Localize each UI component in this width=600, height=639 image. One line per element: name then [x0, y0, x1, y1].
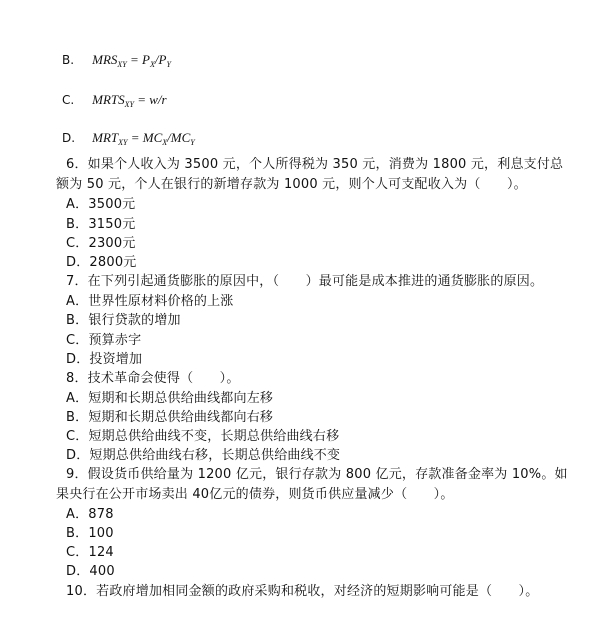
formula-expression: $MRT_{XY} = MC_X/MC_Y$ — [92, 130, 195, 147]
option-letter: D. — [62, 131, 76, 145]
question-8-option-a: A．短期和长期总供给曲线都向左移 — [66, 391, 274, 406]
question-6-option-d: D．2800元 — [66, 255, 137, 270]
question-6-option-b: B．3150元 — [66, 217, 136, 232]
question-9-option-d: D．400 — [66, 564, 115, 579]
option-b-formula — [62, 48, 171, 72]
question-7-option-b: B．银行贷款的增加 — [66, 313, 181, 328]
formula-expression: $MRTS_{XY} = w/r$ — [92, 92, 167, 109]
question-8-option-d: D．短期总供给曲线右移，长期总供给曲线不变 — [66, 448, 341, 463]
question-8-option-b: B．短期和长期总供给曲线都向右移 — [66, 410, 274, 425]
question-7-option-c: C．预算赤字 — [66, 333, 142, 348]
question-8-option-c: C．短期总供给曲线不变，长期总供给曲线右移 — [66, 429, 340, 444]
question-6-line-1: 6．如果个人收入为 3500 元，个人所得税为 350 元，消费为 1800 元，利息支付总 — [66, 157, 564, 172]
option-d-formula — [62, 126, 195, 150]
question-9-option-b: B．100 — [66, 526, 114, 541]
question-10-line-1: 10．若政府增加相同金额的政府采购和税收，对经济的短期影响可能是（ ）。 — [66, 584, 539, 599]
option-c-formula — [62, 88, 167, 112]
question-9-line-1: 9．假设货币供给量为 1200 亿元，银行存款为 800 亿元，存款准备金率为 10%。如 — [66, 467, 568, 482]
question-7-option-d: D．投资增加 — [66, 352, 143, 367]
question-9-option-c: C．124 — [66, 545, 114, 560]
formula-expression: $MRS_{XY} = P_X/P_Y$ — [92, 52, 171, 69]
question-6-option-a: A．3500元 — [66, 197, 136, 212]
question-6-line-2: 额为 50 元，个人在银行的新增存款为 1000 元，则个人可支配收入为（ ）。 — [56, 177, 527, 192]
option-letter: C. — [62, 93, 75, 107]
question-8-line-1: 8．技术革命会使得（ ）。 — [66, 371, 240, 386]
question-9-line-2: 果央行在公开市场卖出 40亿元的债券，则货币供应量减少（ ）。 — [56, 487, 454, 502]
question-9-option-a: A．878 — [66, 507, 114, 522]
question-7-option-a: A．世界性原材料价格的上涨 — [66, 294, 234, 309]
question-6-option-c: C．2300元 — [66, 236, 136, 251]
question-7-line-1: 7．在下列引起通货膨胀的原因中，（ ）最可能是成本推进的通货膨胀的原因。 — [66, 274, 544, 289]
option-letter: B. — [62, 53, 75, 67]
